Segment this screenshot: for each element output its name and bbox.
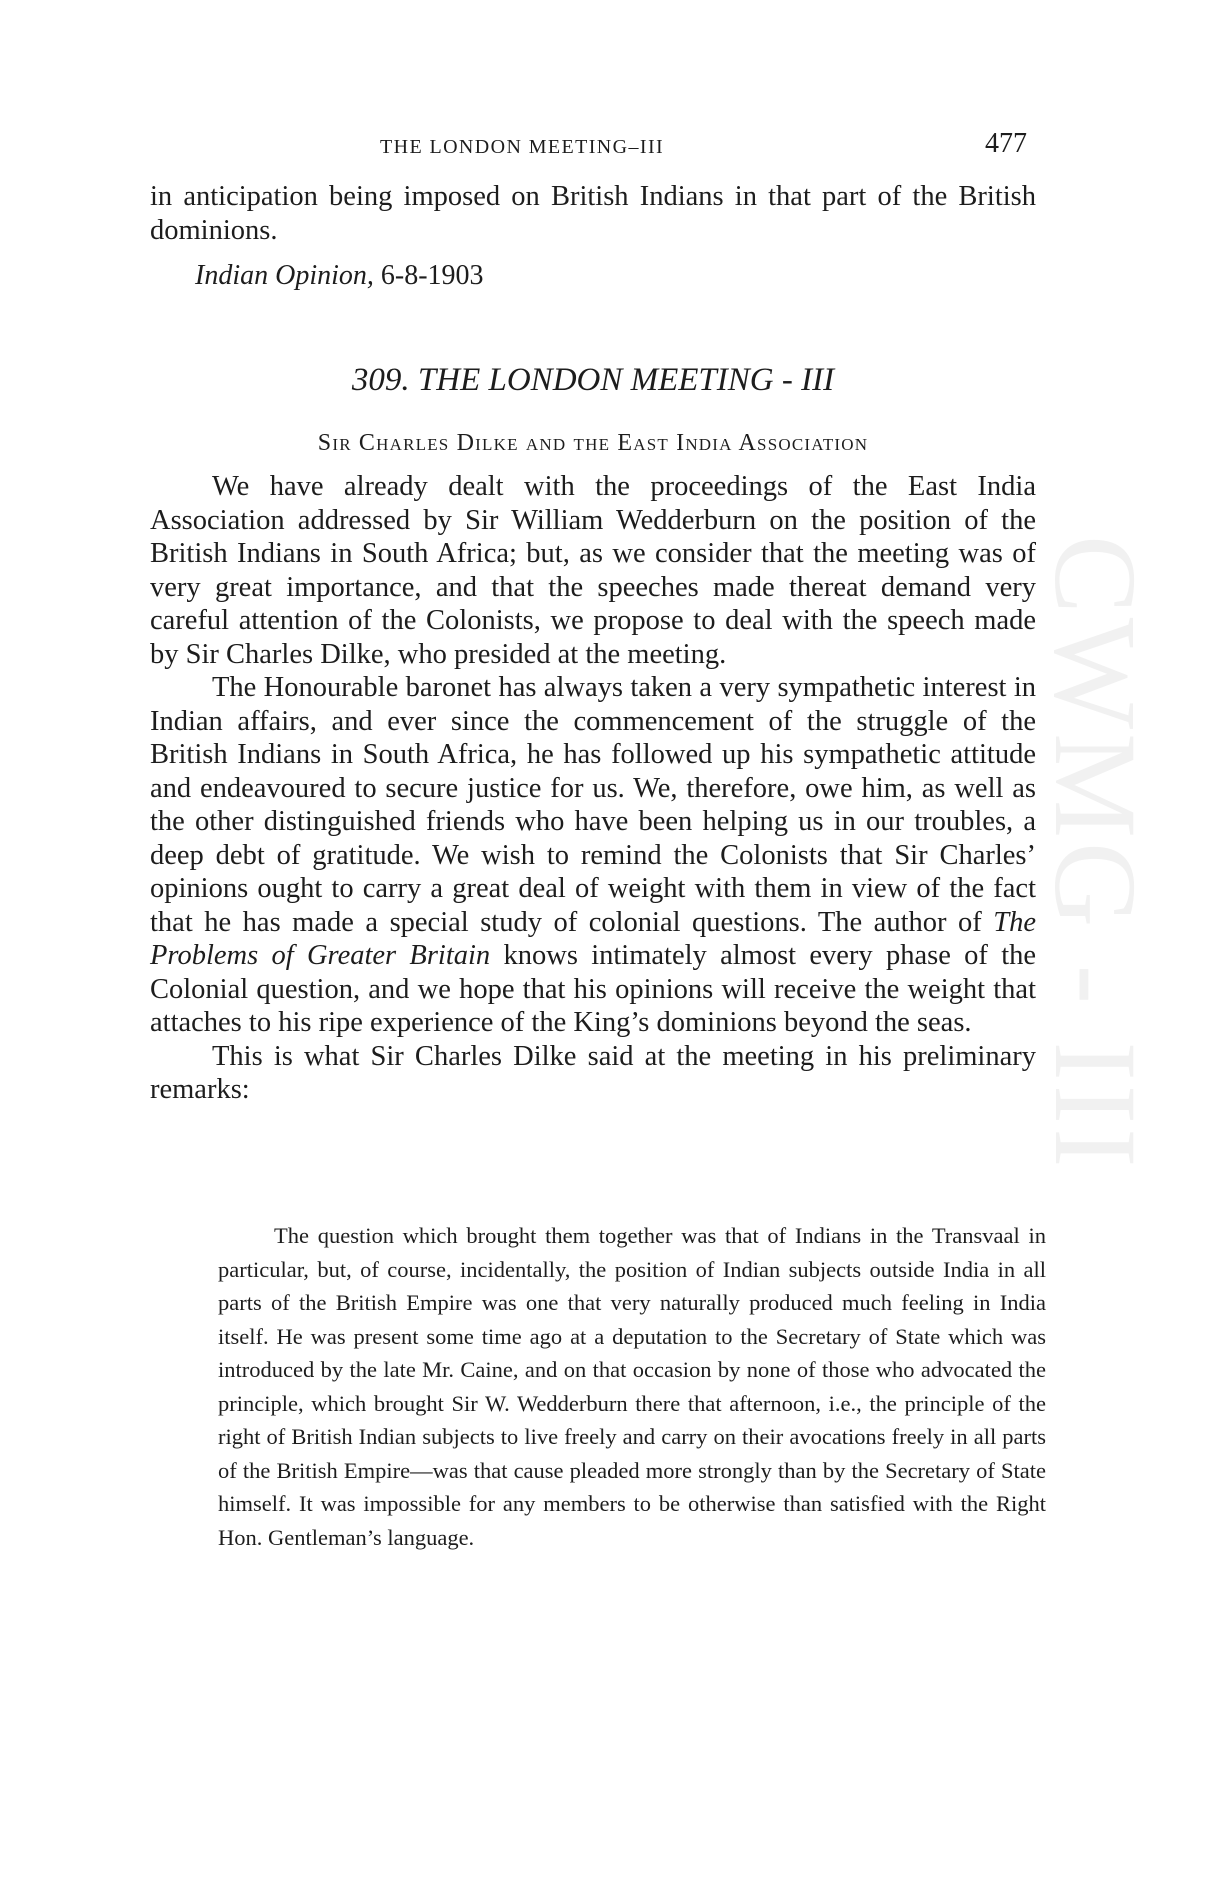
carryover-paragraph: in anticipation being imposed on British Indians in that part of the British dominions. — [150, 181, 1036, 246]
paragraph-1: We have already dealt with the proceedings of the East India Association addressed by Sir William Wedderburn on the position of the British Indians in South Africa; but, as we consider that the meeting was of very great importance, and that the speeches made thereat demand very careful attention of the Colonists, we propose to deal with the speech made by Sir Charles Dilke, who presided at the meeting. — [150, 471, 1036, 670]
article-subheading: Sir Charles Dilke and the East India Association — [317, 430, 869, 456]
source-publication: Indian Opinion, — [195, 260, 374, 291]
paragraph-2 — [150, 671, 1036, 1040]
article-heading: 309. THE LONDON MEETING - III — [351, 362, 835, 398]
watermark: CWMG - III — [1030, 535, 1161, 1172]
quote-text: The question which brought them together was that of Indians in the Transvaal in particular, but, of course, incidentally, the position of Indian subjects outside India in all parts of the British Empire was one that very naturally produced much feeling in India itself. He was present some time ago at a deputation to the Secretary of State which was introduced by the late Mr. Caine, and on that occasion by none of those who advocated the principle, which brought Sir W. Wedderburn there that afternoon, i.e., the principle of the right of British Indian subjects to live freely and carry on their avocations freely in all parts of the British Empire—was that cause pleaded more strongly than by the Secretary of State himself. It was impossible for any members to be otherwise than satisfied with the Right Hon. Gentleman’s language. — [218, 1223, 1046, 1550]
source-citation — [195, 260, 484, 292]
book-title: The Problems of Greater Britain — [150, 906, 1036, 971]
paragraph-3: This is what Sir Charles Dilke said at the meeting in his preliminary remarks: — [150, 1040, 1036, 1105]
running-title: THE LONDON MEETING–III — [380, 136, 665, 158]
block-quote — [218, 1219, 1046, 1554]
paragraph-2-start: The Honourable baronet has always taken a very sympathetic interest in Indian affairs, and ever since the commencement of the struggle of the British Indians in South Africa, he has followed up his sympathetic attitude and endeavoured to secure justice for us. We, therefore, owe him, as well as the other distinguished friends who have been helping us in our troubles, a deep debt of gratitude. We wish to remind the Colonists that Sir Charles’ opinions ought to carry a great deal of weight with them in view of the fact that he has made a special study of colonial questions. The author of — [150, 672, 1036, 938]
paragraph-2-end: knows intimately almost every phase of the Colonial question, and we hope that his opinions will receive the weight that attaches to his ripe experience of the King’s dominions beyond the seas. — [150, 940, 1037, 1038]
article-body — [150, 470, 1036, 1107]
page-number: 477 — [985, 128, 1027, 159]
source-date: 6-8-1903 — [380, 260, 484, 291]
